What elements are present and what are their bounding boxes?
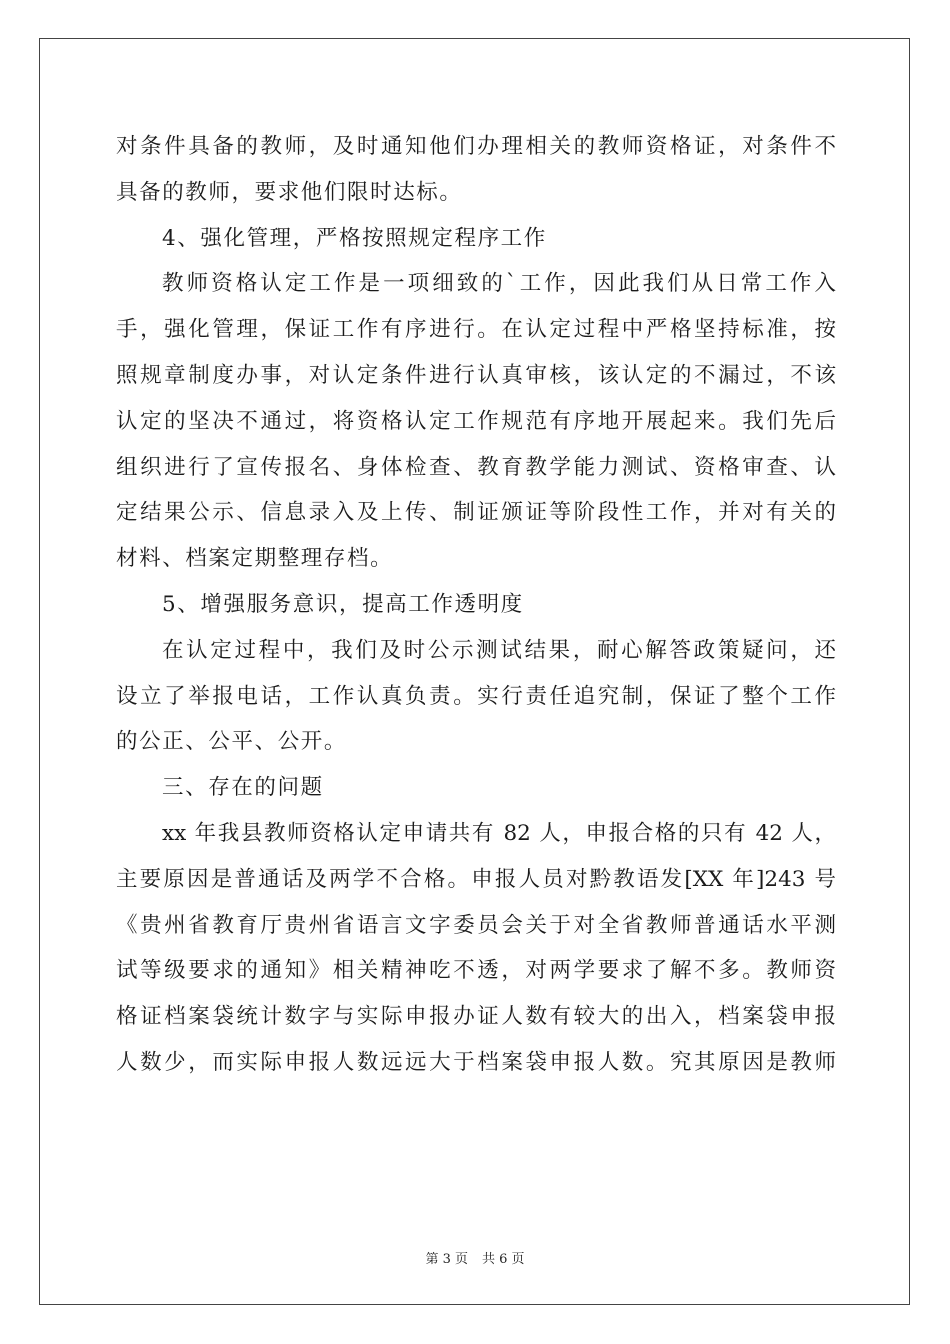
text-line: 试等级要求的通知》相关精神吃不透，对两学要求了解不多。教师资 <box>116 958 836 984</box>
text-line: 照规章制度办事，对认定条件进行认真审核，该认定的不漏过，不该 <box>116 362 836 388</box>
text-line: 格证档案袋统计数字与实际申报办证人数有较大的出入，档案袋申报 <box>116 1004 836 1030</box>
text-line: 人数少，而实际申报人数远远大于档案袋申报人数。究其原因是教师 <box>116 1049 836 1075</box>
text-line: 材料、档案定期整理存档。 <box>116 546 394 572</box>
section-heading: 5、增强服务意识，提高工作透明度 <box>162 591 524 617</box>
page-footer <box>0 1248 950 1267</box>
page-number: 第 3 页 <box>425 1252 468 1267</box>
text-line: 手，强化管理，保证工作有序进行。在认定过程中严格坚持标准，按 <box>116 317 836 343</box>
text-line: 设立了举报电话，工作认真负责。实行责任追究制，保证了整个工作 <box>116 683 836 709</box>
text-line: 主要原因是普通话及两学不合格。申报人员对黔教语发[XX 年]243 号 <box>116 866 836 892</box>
document-body <box>116 124 836 1086</box>
text-line: 教师资格认定工作是一项细致的`工作，因此我们从日常工作入 <box>162 271 836 297</box>
text-line: 在认定过程中，我们及时公示测试结果，耐心解答政策疑问，还 <box>162 637 836 663</box>
text-line: xx 年我县教师资格认定申请共有 82 人，申报合格的只有 42 人， <box>162 820 836 846</box>
text-line: 《贵州省教育厅贵州省语言文字委员会关于对全省教师普通话水平测 <box>116 912 836 938</box>
text-line: 对条件具备的教师，及时通知他们办理相关的教师资格证，对条件不 <box>116 134 836 159</box>
text-line: 组织进行了宣传报名、身体检查、教育教学能力测试、资格审查、认 <box>116 454 836 480</box>
page-total: 共 6 页 <box>482 1252 525 1267</box>
section-heading: 4、强化管理，严格按照规定程序工作 <box>162 225 547 251</box>
section-heading: 三、存在的问题 <box>162 775 324 801</box>
text-line: 的公正、公平、公开。 <box>116 729 348 755</box>
text-line: 定结果公示、信息录入及上传、制证颁证等阶段性工作，并对有关的 <box>116 500 836 526</box>
text-line: 认定的坚决不通过，将资格认定工作规范有序地开展起来。我们先后 <box>116 408 836 434</box>
text-line: 具备的教师，要求他们限时达标。 <box>116 179 463 205</box>
